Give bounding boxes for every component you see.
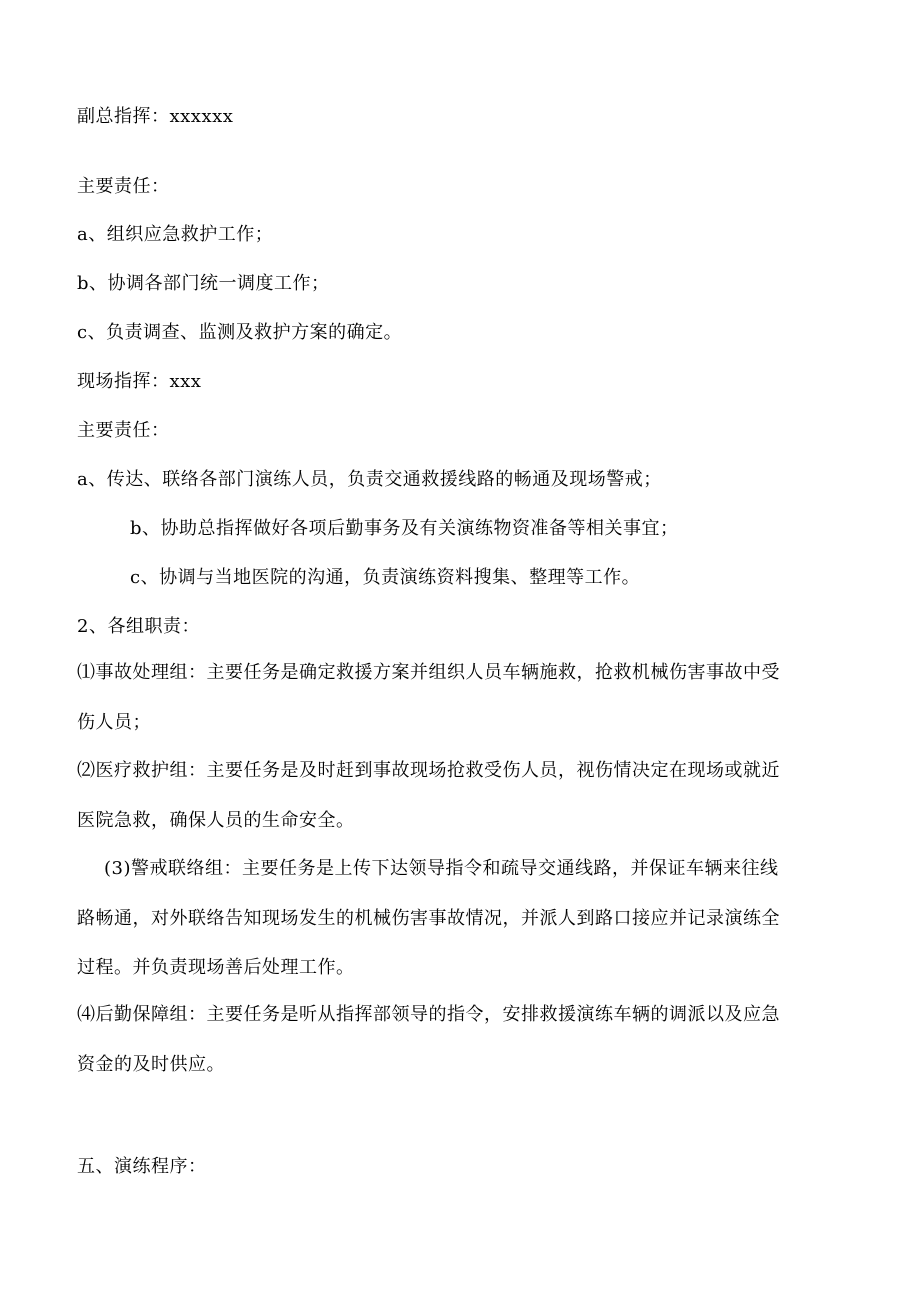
section5-heading: 五、演练程序： [77, 1156, 207, 1177]
group4-line-1: ⑷后勤保障组：主要任务是听从指挥部领导的指令，安排救援演练车辆的调派以及应急 [77, 1004, 780, 1025]
group2-line-1: ⑵医疗救护组：主要任务是及时赶到事故现场抢救受伤人员，视伤情决定在现场或就近 [77, 760, 780, 781]
main-duty-heading-1: 主要责任： [77, 176, 170, 197]
group-duties-heading: 2、各组职责： [77, 616, 200, 637]
group3-line-3: 过程。并负责现场善后处理工作。 [77, 957, 355, 978]
main-duty-heading-2: 主要责任： [77, 420, 170, 441]
duty2-item-b: b、协助总指挥做好各项后勤事务及有关演练物资准备等相关事宜； [130, 518, 679, 539]
group3-line-2: 路畅通，对外联络告知现场发生的机械伤害事故情况，并派人到路口接应并记录演练全 [77, 908, 780, 929]
group3-line-1: (3)警戒联络组：主要任务是上传下达领导指令和疏导交通线路，并保证车辆来往线 [104, 858, 779, 879]
site-commander-line: 现场指挥：xxx [77, 371, 202, 392]
duty1-item-a: a、组织应急救护工作； [77, 224, 274, 245]
group1-line-2: 伤人员； [77, 712, 151, 733]
duty1-item-b: b、协调各部门统一调度工作； [77, 273, 330, 294]
duty2-item-a: a、传达、联络各部门演练人员，负责交通救援线路的畅通及现场警戒； [77, 469, 662, 490]
duty1-item-c: c、负责调查、监测及救护方案的确定。 [77, 322, 403, 343]
deputy-commander-line: 副总指挥：xxxxxx [77, 106, 234, 127]
duty2-item-c: c、协调与当地医院的沟通，负责演练资料搜集、整理等工作。 [130, 567, 641, 588]
group4-line-2: 资金的及时供应。 [77, 1054, 225, 1075]
group1-line-1: ⑴事故处理组：主要任务是确定救援方案并组织人员车辆施救，抢救机械伤害事故中受 [77, 662, 780, 683]
group2-line-2: 医院急救，确保人员的生命安全。 [77, 810, 355, 831]
